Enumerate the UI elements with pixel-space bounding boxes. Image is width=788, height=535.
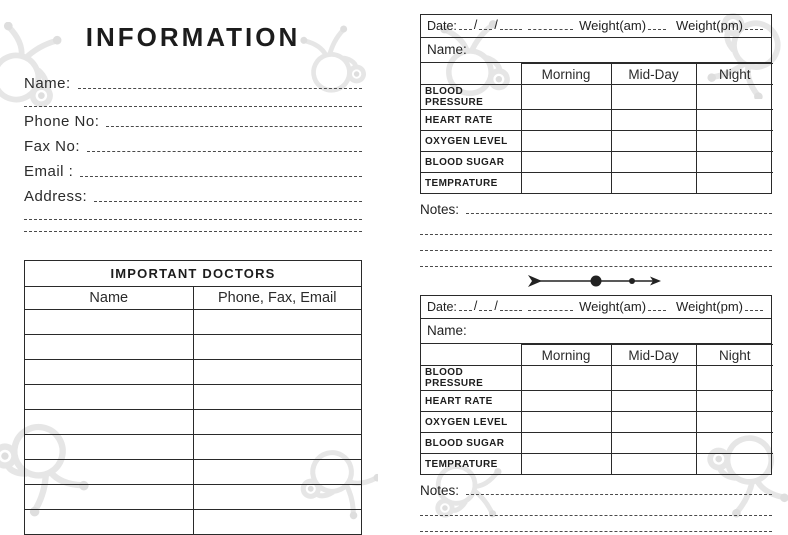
entry-cell (696, 433, 773, 454)
name-row (421, 319, 771, 344)
entry-cell (611, 454, 696, 475)
phone-field-label: Phone No: (24, 113, 100, 130)
doctors-contact-cell (193, 310, 362, 335)
phone-field (24, 107, 362, 132)
entry-cell (696, 85, 773, 110)
date-line (500, 309, 522, 311)
vitals-log-block (420, 295, 772, 475)
address-field-line (94, 200, 362, 202)
fax-field-label: Fax No: (24, 138, 81, 155)
vitals-row (421, 454, 773, 475)
midday-column-header: Mid-Day (611, 64, 696, 85)
entry-cell (521, 152, 611, 173)
notes-line (420, 516, 772, 532)
weight-pm-label: Weight(pm) (676, 18, 743, 33)
morning-column-header: Morning (521, 345, 611, 366)
vitals-row (421, 412, 773, 433)
weight-am-label: Weight(am) (579, 299, 647, 314)
metric-label: TEMPRATURE (421, 173, 521, 194)
doctors-contact-cell (193, 385, 362, 410)
fax-field (24, 132, 362, 157)
notes-line (466, 212, 772, 214)
section-divider (420, 269, 772, 293)
entry-cell (521, 454, 611, 475)
vitals-row (421, 110, 773, 131)
notes-line (420, 251, 772, 267)
doctors-table-row (25, 360, 362, 385)
date-weight-row (421, 15, 771, 38)
date-slash: / (473, 299, 478, 313)
entry-cell (521, 131, 611, 152)
night-column-header: Night (696, 64, 773, 85)
filler-line (528, 28, 573, 30)
vitals-header-row (421, 64, 773, 85)
date-label: Date: (427, 300, 457, 314)
entry-cell (696, 366, 773, 391)
doctors-name-cell (25, 360, 194, 385)
page-title: INFORMATION (85, 22, 301, 52)
name-field-line (78, 87, 362, 89)
date-weight-row (421, 296, 771, 319)
metric-label: BLOOD PRESSURE (421, 366, 521, 391)
entry-cell (696, 131, 773, 152)
doctors-contact-cell (193, 510, 362, 535)
entry-cell (521, 173, 611, 194)
morning-column-header: Morning (521, 64, 611, 85)
entry-cell (696, 173, 773, 194)
date-line (479, 309, 492, 311)
entry-cell (696, 152, 773, 173)
midday-column-header: Mid-Day (611, 345, 696, 366)
entry-cell (611, 152, 696, 173)
address-field-line-3 (24, 220, 362, 232)
doctors-contact-cell (193, 485, 362, 510)
doctors-contact-cell (193, 410, 362, 435)
entry-cell (696, 110, 773, 131)
weight-am-line (648, 309, 666, 311)
date-label: Date: (427, 19, 457, 33)
metric-label: BLOOD SUGAR (421, 152, 521, 173)
arrow-divider-icon (526, 273, 666, 289)
doctors-name-cell (25, 310, 194, 335)
doctors-table-header-row (25, 287, 362, 310)
entry-cell (611, 173, 696, 194)
email-field (24, 157, 362, 182)
date-line (479, 28, 492, 30)
weight-pm-line (745, 28, 763, 30)
doctors-table-title: IMPORTANT DOCTORS (25, 261, 362, 287)
notes-line (466, 493, 772, 495)
metric-label: OXYGEN LEVEL (421, 131, 521, 152)
entry-cell (611, 110, 696, 131)
weight-am-line (648, 28, 666, 30)
vitals-corner-cell (421, 64, 521, 85)
vitals-row (421, 391, 773, 412)
entry-cell (521, 412, 611, 433)
metric-label: BLOOD SUGAR (421, 433, 521, 454)
doctors-name-cell (25, 460, 194, 485)
name-field-label: Name: (24, 75, 71, 92)
notes-label: Notes: (420, 483, 460, 498)
vitals-log-page (420, 14, 772, 532)
email-field-label: Email : (24, 163, 74, 180)
name-label: Name: (427, 323, 467, 338)
doctors-name-column-header: Name (25, 287, 194, 310)
notes-line (420, 235, 772, 251)
address-field (24, 182, 362, 207)
doctors-table-row (25, 310, 362, 335)
doctors-table-row (25, 410, 362, 435)
doctors-name-cell (25, 485, 194, 510)
metric-label: HEART RATE (421, 110, 521, 131)
night-column-header: Night (696, 345, 773, 366)
name-field-line-2 (24, 94, 362, 107)
entry-cell (521, 366, 611, 391)
entry-cell (611, 391, 696, 412)
notes-line (420, 219, 772, 235)
doctors-table-row (25, 385, 362, 410)
entry-cell (521, 110, 611, 131)
entry-cell (696, 412, 773, 433)
doctors-name-cell (25, 385, 194, 410)
vitals-corner-cell (421, 345, 521, 366)
entry-cell (611, 85, 696, 110)
important-doctors-table (24, 260, 362, 535)
notes-line (420, 500, 772, 516)
entry-cell (696, 454, 773, 475)
vitals-row (421, 152, 773, 173)
entry-cell (521, 85, 611, 110)
entry-cell (611, 412, 696, 433)
entry-cell (521, 433, 611, 454)
name-label: Name: (427, 42, 467, 57)
metric-label: TEMPRATURE (421, 454, 521, 475)
doctors-table-row (25, 510, 362, 535)
vitals-header-row (421, 345, 773, 366)
entry-cell (611, 433, 696, 454)
doctors-table-row (25, 460, 362, 485)
vitals-row (421, 131, 773, 152)
date-line (500, 28, 522, 30)
vitals-log-block (420, 14, 772, 194)
vitals-row (421, 366, 773, 391)
date-slash: / (494, 299, 498, 313)
information-page (24, 18, 362, 535)
email-field-line (80, 175, 362, 177)
date-line (459, 28, 472, 30)
notes-label: Notes: (420, 202, 460, 217)
doctors-contact-cell (193, 435, 362, 460)
doctors-name-cell (25, 510, 194, 535)
doctors-table-row (25, 485, 362, 510)
metric-label: BLOOD PRESSURE (421, 85, 521, 110)
vitals-table (421, 344, 773, 474)
notes-field (420, 202, 772, 219)
entry-cell (611, 131, 696, 152)
name-row (421, 38, 771, 63)
doctors-table-row (25, 435, 362, 460)
doctors-table-row (25, 335, 362, 360)
vitals-row (421, 85, 773, 110)
doctors-contact-cell (193, 335, 362, 360)
entry-cell (696, 391, 773, 412)
metric-label: HEART RATE (421, 391, 521, 412)
doctors-contact-cell (193, 360, 362, 385)
doctors-name-cell (25, 410, 194, 435)
name-field (24, 69, 362, 94)
filler-line (528, 309, 573, 311)
weight-am-label: Weight(am) (579, 18, 647, 33)
weight-pm-line (745, 309, 763, 311)
phone-field-line (106, 125, 362, 127)
vitals-table (421, 63, 773, 193)
vitals-row (421, 433, 773, 454)
metric-label: OXYGEN LEVEL (421, 412, 521, 433)
doctors-contact-column-header: Phone, Fax, Email (193, 287, 362, 310)
fax-field-line (87, 150, 362, 152)
doctors-name-cell (25, 435, 194, 460)
date-line (459, 309, 472, 311)
entry-cell (521, 391, 611, 412)
doctors-name-cell (25, 335, 194, 360)
weight-pm-label: Weight(pm) (676, 299, 743, 314)
address-field-label: Address: (24, 188, 88, 205)
entry-cell (611, 366, 696, 391)
doctors-table-title-row (25, 261, 362, 287)
date-slash: / (494, 18, 498, 32)
vitals-row (421, 173, 773, 194)
date-slash: / (473, 18, 478, 32)
address-field-line-2 (24, 207, 362, 220)
doctors-contact-cell (193, 460, 362, 485)
notes-field (420, 483, 772, 500)
